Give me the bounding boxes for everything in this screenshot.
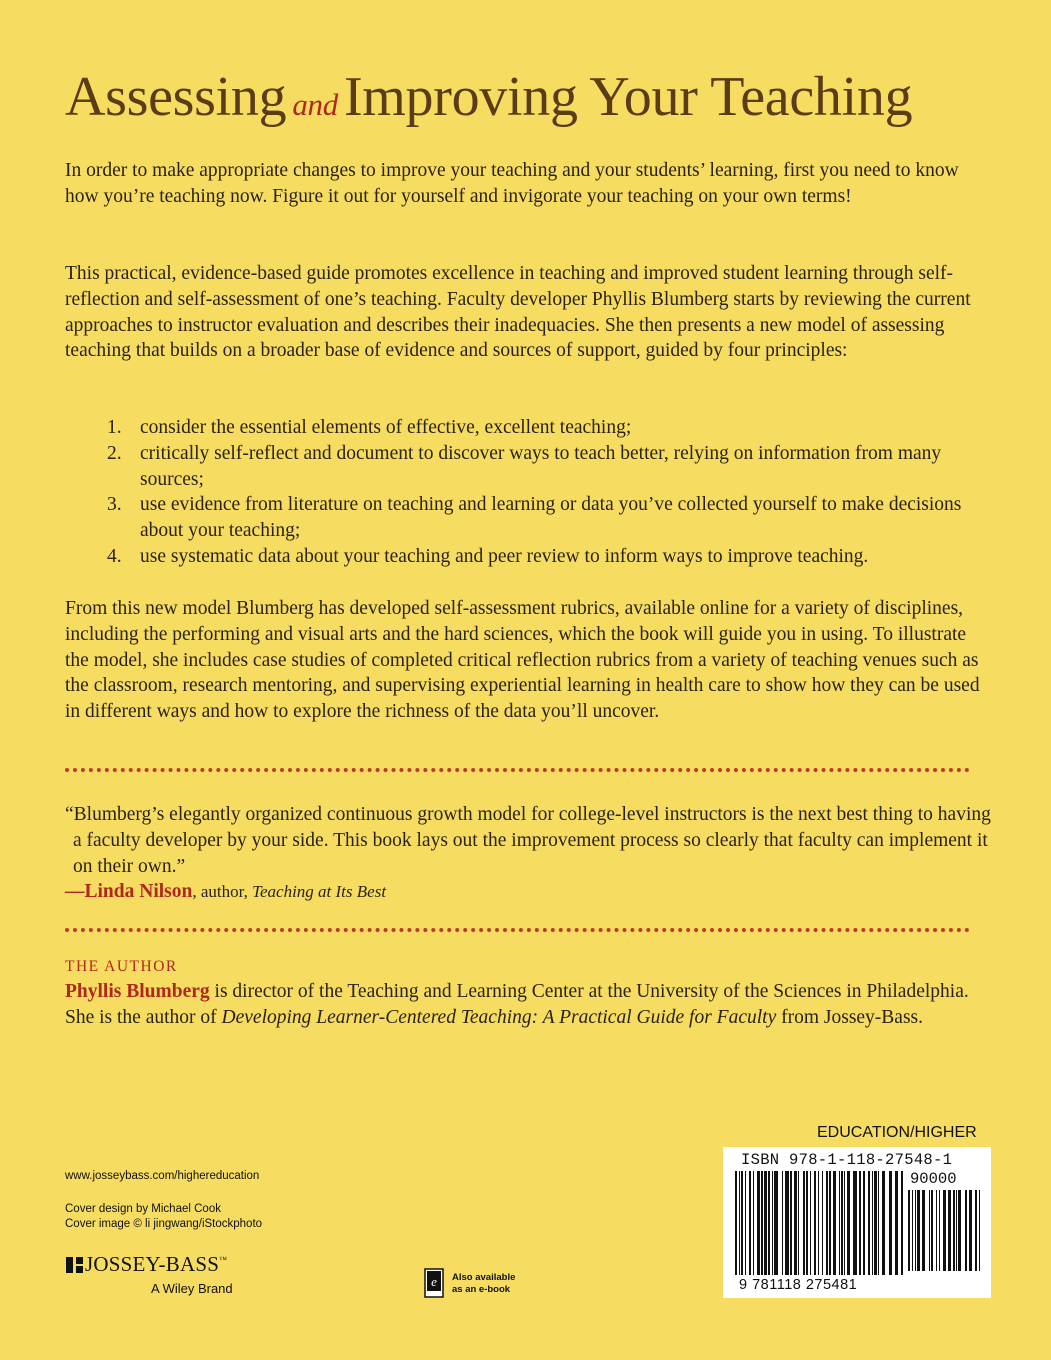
publisher-name-text: JOSSEY-BASS	[85, 1252, 220, 1276]
book-title	[65, 62, 1025, 140]
publisher-brand: A Wiley Brand	[151, 1281, 233, 1296]
list-number: 4.	[107, 545, 122, 567]
isbn-label: ISBN 978-1-118-27548-1	[741, 1151, 953, 1169]
author-bio	[65, 979, 985, 1030]
description-paragraph: This practical, evidence-based guide promotes excellence in teaching and improved student learning through self-reflection and self-assessment of one’s teaching. Faculty developer Phyllis Blumberg starts by reviewing the current approaches to instructor evaluation and describes their inadequacies. She then presents a new model of assessing teaching that builds on a broader base of evidence and sources of support, guided by four principles:	[65, 263, 971, 362]
svg-text:e: e	[431, 1274, 437, 1289]
endorsement-quote	[65, 802, 995, 905]
isbn-barcode	[723, 1147, 991, 1298]
list-item	[107, 492, 987, 544]
title-part-1: Assessing	[65, 66, 287, 128]
intro-paragraph: In order to make appropriate changes to improve your teaching and your students’ learning, first you need to know how you’re teaching now. Figure it out for yourself and invigorate your teaching on your own terms!	[65, 160, 959, 207]
publisher-logo-icon	[65, 1255, 85, 1275]
publisher-name	[85, 1252, 227, 1276]
price-barcode-bars	[908, 1190, 980, 1271]
list-number: 1.	[107, 417, 122, 438]
ebook-icon	[424, 1268, 444, 1303]
author-bio-text: is director of the Teaching and Learning Center at the University of the Sciences in Philadelphia. She is the author of	[65, 981, 969, 1028]
list-number: 2.	[107, 442, 122, 464]
author-bio-tail: from Jossey-Bass.	[776, 1006, 924, 1028]
list-item	[107, 441, 987, 493]
dotted-divider	[65, 768, 970, 772]
quote-author-name: Linda Nilson	[84, 881, 193, 903]
quote-book-title: Teaching at Its Best	[252, 882, 387, 902]
list-number: 3.	[107, 494, 122, 516]
price-code: 90000	[910, 1170, 957, 1188]
list-item	[107, 544, 987, 570]
barcode-digits: 9 781118 275481	[739, 1277, 858, 1293]
subject-category: EDUCATION/HIGHER	[817, 1124, 977, 1141]
quote-dash: —	[65, 881, 85, 903]
model-paragraph: From this new model Blumberg has developed self-assessment rubrics, available online for a variety of disciplines, including the performing and visual arts and the hard sciences, which the book will guide you in using. To illustrate the model, she includes case studies of completed critical reflection rubrics from a variety of teaching venues such as the classroom, research mentoring, and supervising experiential learning in health care to show how they can be used in different ways and how to explore the richness of the data you’ll uncover.	[65, 598, 980, 723]
principles-list	[107, 415, 987, 570]
publisher-logo	[65, 1252, 227, 1277]
publisher-website: www.josseybass.com/highereducation	[65, 1170, 260, 1182]
quote-author-role: , author,	[192, 882, 253, 902]
ebook-line-2: as an e-book	[452, 1284, 511, 1295]
title-part-2: Improving Your Teaching	[343, 66, 913, 128]
author-name: Phyllis Blumberg	[65, 981, 210, 1002]
quote-text: “Blumberg’s elegantly organized continuous growth model for college-level instructors is the next best thing to having a faculty developer by your side. This book lays out the improvement process so clearly that faculty can implement it on their own.”	[65, 804, 991, 877]
list-text: critically self-reflect and document to discover ways to teach better, relying on information from many sources;	[140, 442, 942, 490]
cover-design-credit: Cover design by Michael Cook	[65, 1203, 221, 1215]
dotted-divider	[65, 928, 970, 932]
author-heading: THE AUTHOR	[65, 958, 178, 975]
cover-image-credit: Cover image © li jingwang/iStockphoto	[65, 1218, 263, 1230]
ebook-line-1: Also available	[452, 1272, 516, 1283]
list-text: use systematic data about your teaching and peer review to inform ways to improve teaching.	[140, 545, 869, 567]
trademark-mark: ™	[219, 1254, 228, 1264]
author-book-title: Developing Learner-Centered Teaching: A Practical Guide for Faculty	[221, 1006, 777, 1028]
list-item	[107, 415, 987, 441]
ebook-availability	[452, 1272, 542, 1296]
list-text: consider the essential elements of effective, excellent teaching;	[140, 417, 632, 438]
list-text: use evidence from literature on teaching and learning or data you’ve collected yourself to make decisions about your teaching;	[140, 494, 962, 542]
barcode-bars	[735, 1171, 903, 1275]
quote-attribution	[65, 879, 995, 905]
title-connector: and	[292, 87, 338, 122]
